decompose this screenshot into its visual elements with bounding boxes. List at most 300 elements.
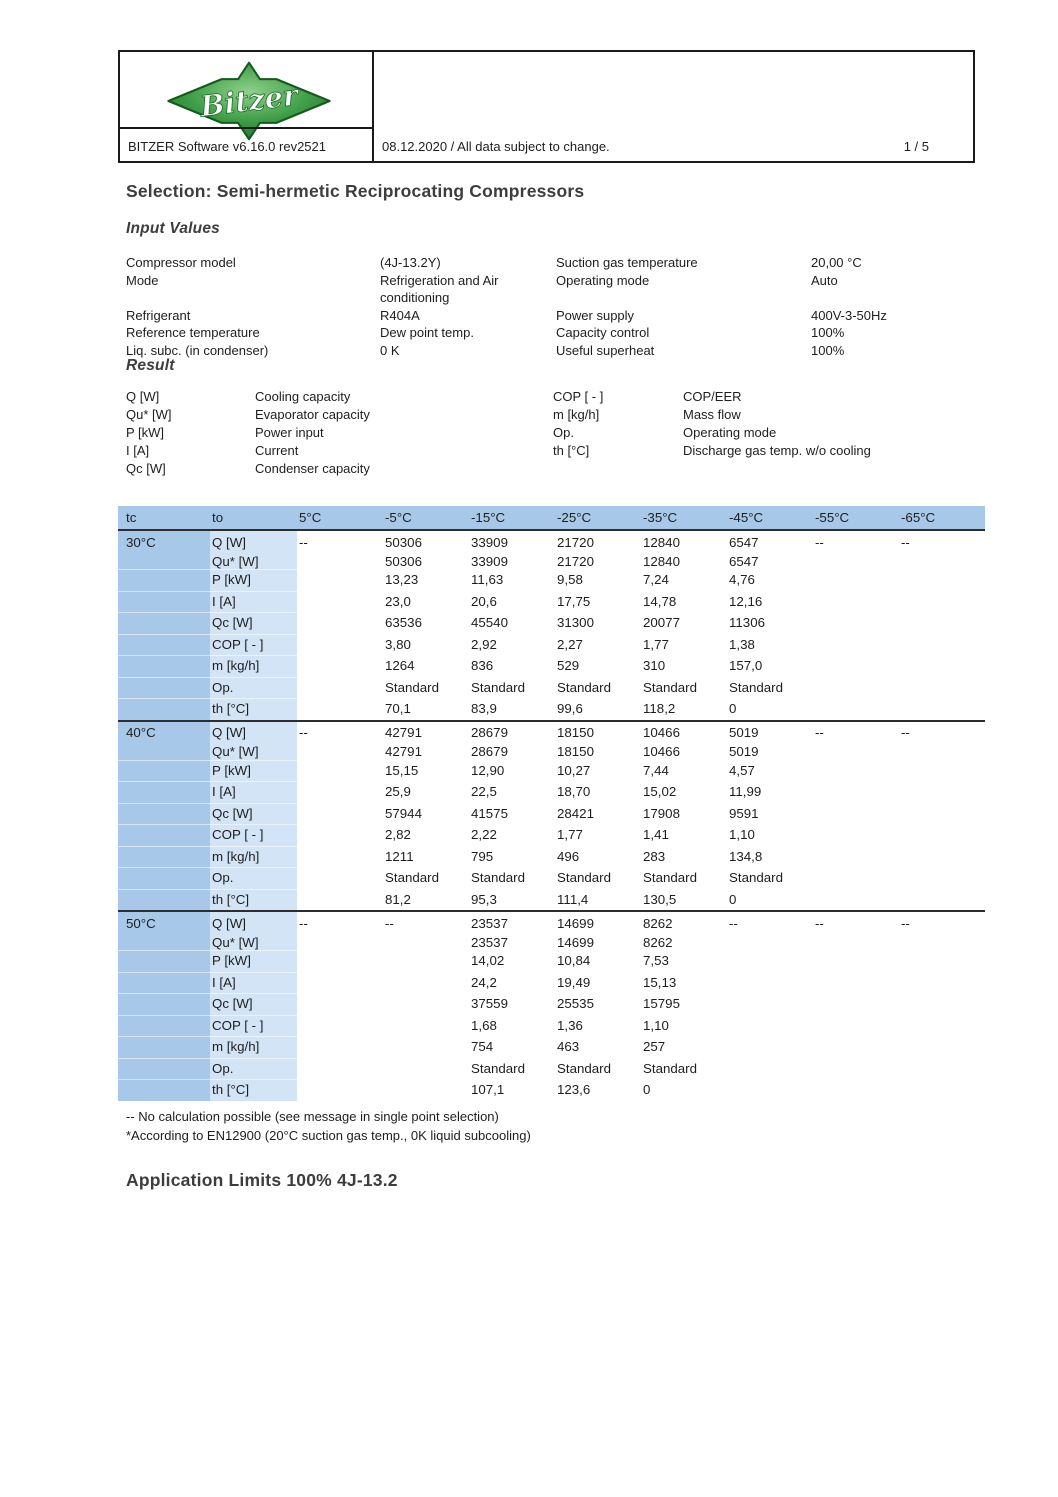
value-cell: 24,2 [471,974,497,990]
value-cell: Standard [643,679,697,695]
value-cell [899,993,985,1015]
value-cell [297,591,383,613]
value-cell: 12840 [643,534,680,550]
value-cell: 33909 [471,553,508,569]
value-cell: 11306 [729,615,765,631]
input-label: Reference temperature [126,325,260,341]
value-cell: 99,6 [557,701,583,717]
value-cell: 12,90 [471,762,505,778]
value-cell: 2,82 [385,827,411,843]
value-cell: 10466 [643,744,680,759]
tc-label [118,867,210,889]
col-header: -25°C [557,510,592,525]
value-cell: 10466 [643,725,680,740]
bitzer-logo [154,60,344,142]
input-values-grid [126,254,975,360]
value-cell [899,934,985,950]
value-cell: 111,4 [557,891,589,907]
value-cell [813,655,899,677]
value-cell: 8262 [643,915,673,931]
value-cell [813,867,899,889]
table-row [118,889,985,911]
col-header: to [212,510,224,525]
input-label: Useful superheat [556,342,655,358]
row-label: Qc [W] [210,612,297,634]
tc-label [118,781,210,803]
table-row [118,803,985,825]
table-row [118,553,985,569]
tc-label [118,824,210,846]
value-cell: -- [299,534,308,550]
page-title: Selection: Semi-hermetic Reciprocating Compressors [126,181,585,201]
result-symbol: P [kW] [126,425,165,440]
value-cell [297,1036,383,1058]
value-cell: Standard [557,1060,611,1076]
value-cell: -- [299,915,308,931]
row-label: Qu* [W] [210,934,297,950]
input-value: 100% [811,325,845,341]
value-cell: Standard [471,679,525,695]
row-label: Qu* [W] [210,744,297,760]
input-value: R404A [380,307,420,323]
value-cell [899,846,985,868]
value-cell: 22,5 [471,784,497,800]
row-label: P [kW] [210,760,297,782]
results-table [118,506,985,1101]
value-cell: 8262 [643,934,673,950]
value-cell: -- [299,725,308,740]
value-cell: 14,78 [643,593,677,609]
value-cell: 9591 [729,805,759,821]
value-cell: 18150 [557,725,594,740]
value-cell [383,1079,469,1101]
value-cell [813,591,899,613]
table-row [118,934,985,950]
value-cell: 18150 [557,744,594,759]
value-cell [813,934,899,950]
input-label: Power supply [556,307,635,323]
value-cell: 70,1 [385,701,411,717]
input-value: (4J-13.2Y) [380,255,441,270]
value-cell [813,824,899,846]
tc-label [118,889,210,911]
value-cell [899,781,985,803]
value-cell [899,744,985,760]
table-row [118,744,985,760]
value-cell: 19,49 [557,974,591,990]
value-cell: 6547 [729,534,759,550]
row-label: Qu* [W] [210,553,297,569]
input-label: Capacity control [556,325,650,341]
value-cell: Standard [643,870,697,886]
value-cell [383,972,469,994]
value-cell [297,760,383,782]
software-version: BITZER Software v6.16.0 rev2521 [128,139,326,154]
input-value: 0 K [380,342,400,358]
row-label: COP [ - ] [210,824,297,846]
tc-label [118,1058,210,1080]
tc-label [118,634,210,656]
row-label: m [kg/h] [210,1036,297,1058]
col-header: 5°C [299,510,322,525]
result-desc: COP/EER [683,389,742,404]
row-label: Op. [210,677,297,699]
value-cell: 45540 [471,615,508,631]
input-value: 20,00 °C [811,255,862,270]
value-cell [383,950,469,972]
value-cell: 15,13 [643,974,677,990]
value-cell [297,993,383,1015]
value-cell [297,934,383,950]
value-cell [297,846,383,868]
value-cell [727,950,813,972]
value-cell [813,1036,899,1058]
value-cell: 9,58 [557,572,583,588]
value-cell: -- [901,915,910,931]
row-label: P [kW] [210,950,297,972]
input-value: 400V-3-50Hz [811,307,887,323]
value-cell [383,993,469,1015]
value-cell: Standard [643,1060,697,1076]
value-cell: 14,02 [471,953,505,969]
value-cell: -- [815,915,824,931]
table-row [118,698,985,720]
table-row [118,972,985,994]
row-label: I [A] [210,781,297,803]
value-cell: 25535 [557,996,594,1012]
value-cell [297,612,383,634]
row-label: COP [ - ] [210,1015,297,1037]
value-cell: 157,0 [729,658,763,674]
value-cell: 28679 [471,725,508,740]
value-cell: 836 [471,658,494,674]
value-cell: 3,80 [385,636,411,652]
value-cell: 0 [729,701,737,717]
value-cell: Standard [471,1060,525,1076]
value-cell [813,553,899,569]
result-symbol: m [kg/h] [553,407,600,422]
value-cell [727,1058,813,1080]
result-desc [683,460,975,478]
value-cell: 63536 [385,615,422,631]
value-cell: Standard [729,679,783,695]
tc-label [118,655,210,677]
value-cell: 1,38 [729,636,755,652]
result-symbol [553,460,683,478]
tc-label [118,1036,210,1058]
result-desc: Power input [255,425,324,440]
value-cell: 0 [729,891,737,907]
value-cell [297,1079,383,1101]
value-cell: 1,10 [729,827,755,843]
value-cell: 4,76 [729,572,755,588]
value-cell: 31300 [557,615,594,631]
tc-label [118,744,210,760]
table-row [118,1058,985,1080]
section-heading-input-values: Input Values [126,220,220,237]
value-cell: Standard [471,870,525,886]
table-row [118,591,985,613]
value-cell: 2,92 [471,636,497,652]
value-cell: 15,02 [643,784,677,800]
header-horizontal-divider [120,127,372,129]
value-cell: 41575 [471,805,508,821]
page-number: 1 / 5 [903,139,929,154]
row-label: Qc [W] [210,803,297,825]
value-cell [297,867,383,889]
row-label: Qc [W] [210,993,297,1015]
value-cell: 13,23 [385,572,419,588]
header-vertical-divider [372,52,374,161]
result-desc: Evaporator capacity [255,407,370,422]
value-cell [727,1079,813,1101]
value-cell: 118,2 [643,701,676,717]
result-symbol: Qu* [W] [126,407,172,422]
value-cell: -- [815,725,824,740]
value-cell [297,781,383,803]
row-label: Q [W] [210,912,297,934]
row-label: m [kg/h] [210,846,297,868]
value-cell [899,569,985,591]
table-row [118,569,985,591]
row-label: COP [ - ] [210,634,297,656]
value-cell [899,972,985,994]
tc-label [118,612,210,634]
value-cell [899,677,985,699]
input-label: Operating mode [556,272,650,288]
result-desc: Cooling capacity [255,389,351,404]
table-row [118,612,985,634]
col-header: -5°C [385,510,412,525]
value-cell [813,889,899,911]
input-label: Refrigerant [126,307,191,323]
value-cell: 23,0 [385,593,411,609]
value-cell: 28679 [471,744,508,759]
table-row [118,867,985,889]
value-cell [899,591,985,613]
table-row [118,1079,985,1101]
value-cell [297,803,383,825]
tc-label: 40°C [118,722,210,744]
result-symbol: Qc [W] [126,461,166,476]
value-cell: 17908 [643,805,680,821]
tc-label [118,1079,210,1101]
input-label: Mode [126,272,159,288]
table-group [118,531,985,722]
value-cell: 2,22 [471,827,497,843]
value-cell: Standard [385,679,439,695]
value-cell: 496 [557,848,580,864]
col-header: -35°C [643,510,678,525]
value-cell: 95,3 [471,891,497,907]
value-cell: 283 [643,848,666,864]
result-symbol: I [A] [126,443,150,458]
value-cell: Standard [557,679,611,695]
value-cell [297,950,383,972]
value-cell: 1,10 [643,1017,669,1033]
result-desc: Condenser capacity [255,461,370,476]
value-cell: 1,36 [557,1017,583,1033]
value-cell [899,612,985,634]
value-cell: 0 [643,1082,651,1098]
input-value: Auto [811,272,838,288]
tc-label: 30°C [118,531,210,553]
table-row [118,824,985,846]
tc-label [118,1015,210,1037]
value-cell: 7,53 [643,953,669,969]
result-legend [126,388,975,478]
value-cell: 15795 [643,996,680,1012]
value-cell: 50306 [385,534,422,550]
row-label: th [°C] [210,1079,297,1101]
value-cell [899,1036,985,1058]
value-cell: 28421 [557,805,594,821]
value-cell [899,1079,985,1101]
value-cell: 5019 [729,744,759,759]
value-cell [297,824,383,846]
value-cell [813,781,899,803]
row-label: Op. [210,1058,297,1080]
table-row [118,950,985,972]
value-cell: 17,75 [557,593,591,609]
value-cell [383,934,469,950]
value-cell [297,553,383,569]
value-cell: 37559 [471,996,508,1012]
value-cell: 11,99 [729,784,762,800]
value-cell: 7,24 [643,572,669,588]
value-cell: 42791 [385,725,422,740]
value-cell: 81,2 [385,891,411,907]
row-label: Op. [210,867,297,889]
value-cell: 12,16 [729,593,763,609]
value-cell [813,1015,899,1037]
header-box [118,50,975,163]
value-cell [813,993,899,1015]
value-cell: 134,8 [729,848,763,864]
table-row [118,1036,985,1058]
value-cell [899,698,985,720]
value-cell [899,950,985,972]
logo-wordmark: Bitzer [198,77,300,124]
value-cell: 15,15 [385,762,419,778]
value-cell [899,655,985,677]
value-cell [297,889,383,911]
input-value: Refrigeration and Air conditioning [380,272,499,306]
tc-label [118,972,210,994]
value-cell: 42791 [385,744,422,759]
value-cell: 529 [557,658,580,674]
table-group [118,722,985,913]
row-label: Q [W] [210,531,297,553]
value-cell: 25,9 [385,784,411,800]
date-line: 08.12.2020 / All data subject to change. [382,139,610,154]
value-cell [297,569,383,591]
col-header: -65°C [901,510,936,525]
tc-label [118,553,210,569]
value-cell: Standard [385,870,439,886]
value-cell: 310 [643,658,666,674]
value-cell: 5019 [729,725,759,740]
value-cell [899,634,985,656]
table-row [118,912,985,934]
col-header: -55°C [815,510,850,525]
value-cell [297,677,383,699]
bitzer-logo-graphic [154,60,344,142]
tc-label [118,950,210,972]
value-cell [899,1058,985,1080]
value-cell: 20077 [643,615,680,631]
result-desc: Discharge gas temp. w/o cooling [683,443,871,458]
value-cell: 754 [471,1039,494,1055]
value-cell: 1,68 [471,1017,497,1033]
value-cell: 1264 [385,658,415,674]
col-header: -45°C [729,510,764,525]
value-cell [813,612,899,634]
result-symbol: th [°C] [553,443,590,458]
value-cell [813,846,899,868]
value-cell: 4,57 [729,762,755,778]
row-label: Q [W] [210,722,297,744]
result-symbol: Q [W] [126,389,160,404]
table-row [118,634,985,656]
value-cell [297,972,383,994]
value-cell: 107,1 [471,1082,505,1098]
value-cell [813,972,899,994]
table-header-row [118,506,985,531]
result-desc: Current [255,443,299,458]
col-header: tc [126,510,137,525]
footnotes [126,1108,531,1145]
value-cell [813,803,899,825]
value-cell [899,803,985,825]
value-cell: 57944 [385,805,422,821]
value-cell [899,1015,985,1037]
value-cell: 14699 [557,934,594,950]
value-cell [383,1058,469,1080]
value-cell: 1,77 [557,827,583,843]
value-cell: 23537 [471,915,508,931]
tc-label: 50°C [118,912,210,934]
value-cell [813,569,899,591]
value-cell [727,993,813,1015]
value-cell [813,1058,899,1080]
value-cell: 2,27 [557,636,583,652]
result-symbol: COP [ - ] [553,389,604,404]
input-value: 100% [811,342,845,358]
value-cell: 7,44 [643,762,669,778]
value-cell [297,655,383,677]
tc-label [118,591,210,613]
tc-label [118,760,210,782]
value-cell: 20,6 [471,593,497,609]
value-cell [899,553,985,569]
value-cell: 83,9 [471,701,497,717]
value-cell: 21720 [557,534,594,550]
table-row [118,677,985,699]
value-cell [813,634,899,656]
row-label: P [kW] [210,569,297,591]
value-cell [727,972,813,994]
value-cell: 257 [643,1039,666,1055]
table-row [118,846,985,868]
value-cell [297,1058,383,1080]
value-cell: Standard [729,870,783,886]
value-cell: 14699 [557,915,594,931]
value-cell [813,1079,899,1101]
row-label: th [°C] [210,889,297,911]
row-label: m [kg/h] [210,655,297,677]
input-label: Compressor model [126,255,236,270]
